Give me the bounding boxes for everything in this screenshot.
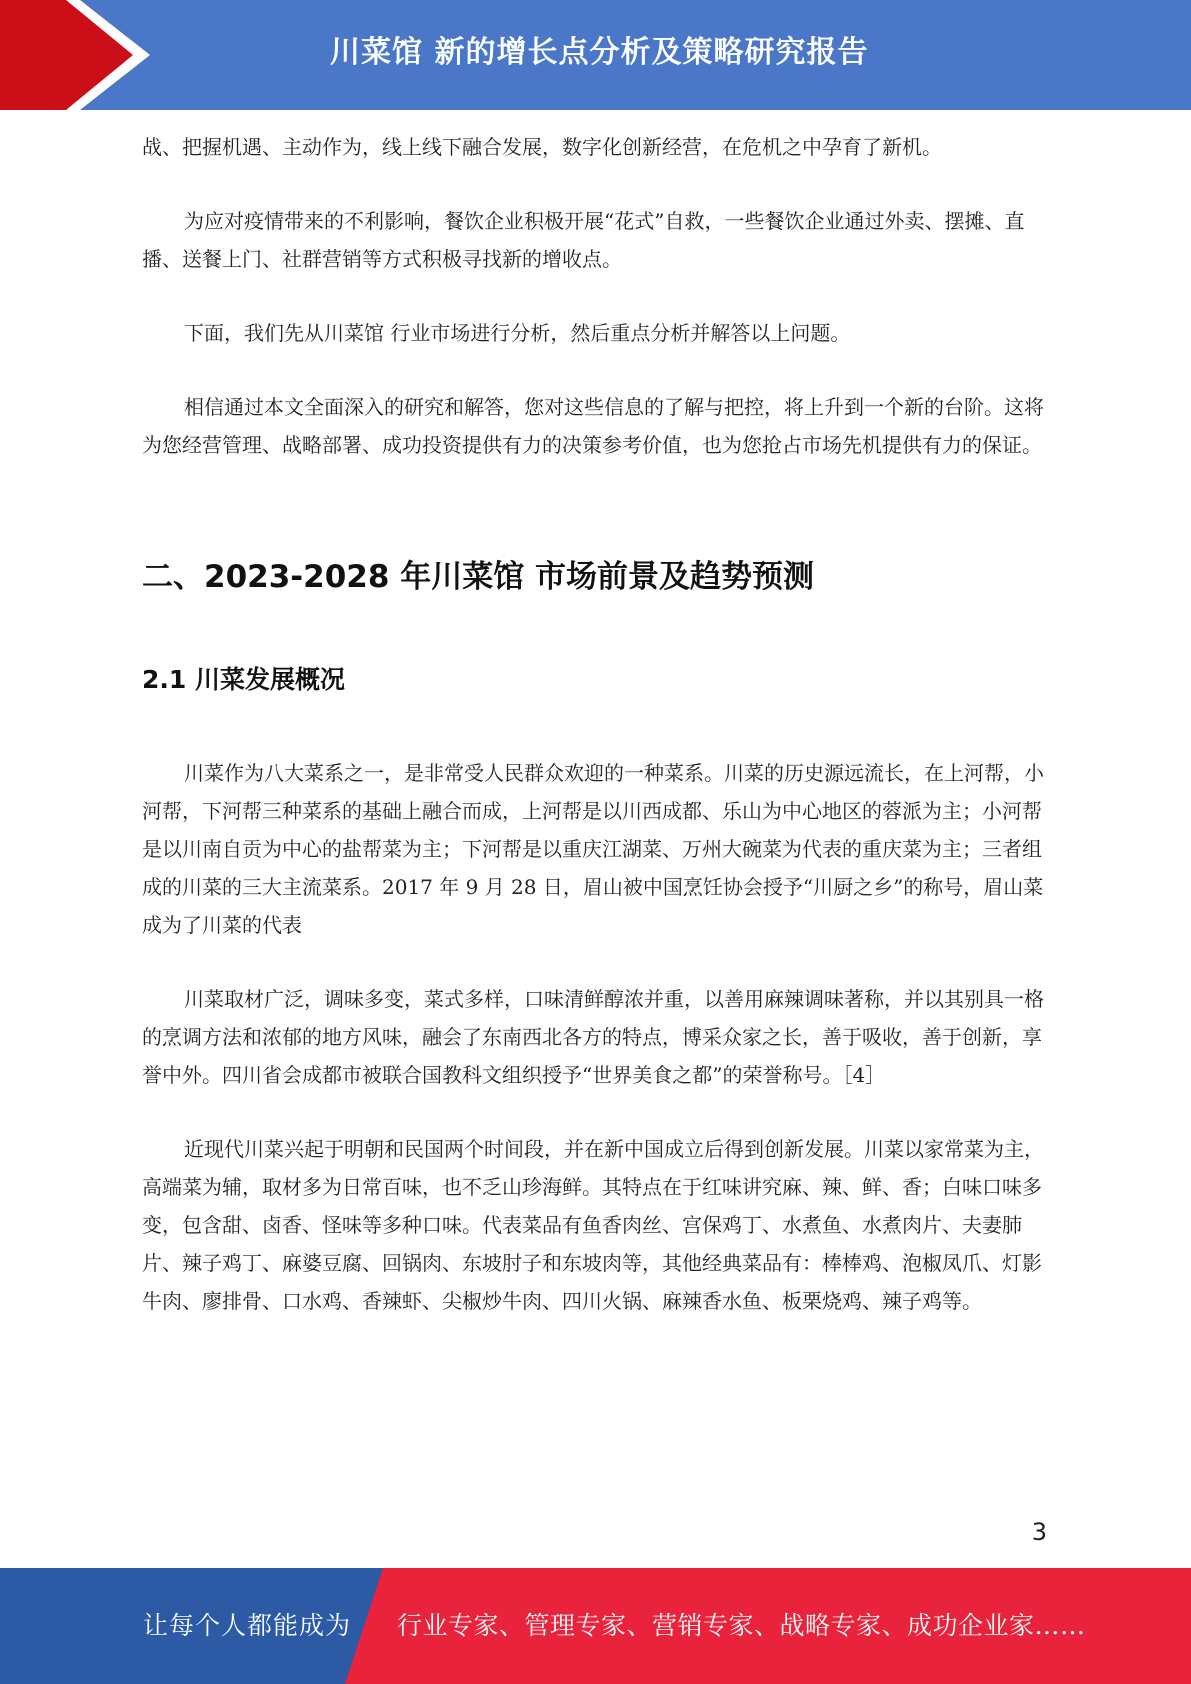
report-title: 川菜馆 新的增长点分析及策略研究报告	[330, 35, 869, 70]
paragraph: 为应对疫情带来的不利影响，餐饮企业积极开展“花式”自救，一些餐饮企业通过外卖、摆摊、直播、送餐上门、社群营销等方式积极寻找新的增收点。	[142, 209, 1025, 271]
intro-text	[142, 128, 1047, 464]
header-bar	[0, 0, 1191, 110]
paragraph: 川菜作为八大菜系之一，是非常受人民群众欢迎的一种菜系。川菜的历史源远流长，在上河帮，小河帮，下河帮三种菜系的基础上融合而成，上河帮是以川西成都、乐山为中心地区的蓉派为主；小河帮是以川南自贡为中心的盐帮菜为主；下河帮是以重庆江湖菜、万州大碗菜为代表的重庆菜为主；三者组成的川菜的三大主流菜系。2017 年 9 月 28 日，眉山被中国烹饪协会授予“川厨之乡”的称号，眉山菜成为了川菜的代表	[142, 761, 1044, 937]
paragraph: 相信通过本文全面深入的研究和解答，您对这些信息的了解与把控，将上升到一个新的台阶。这将为您经营管理、战略部署、成功投资提供有力的决策参考价值，也为您抢占市场先机提供有力的保证。	[142, 395, 1044, 457]
paragraph: 战、把握机遇、主动作为，线上线下融合发展，数字化创新经营，在危机之中孕育了新机。	[142, 135, 942, 159]
footer-slogan-right: 行业专家、管理专家、营销专家、战略专家、成功企业家……	[397, 1611, 1086, 1640]
subsection-heading: 2.1 川菜发展概况	[142, 665, 345, 694]
paragraph: 近现代川菜兴起于明朝和民国两个时间段，并在新中国成立后得到创新发展。川菜以家常菜为主，高端菜为辅，取材多为日常百味，也不乏山珍海鲜。其特点在于红味讲究麻、辣、鲜、香；白味口味多变，包含甜、卤香、怪味等多种口味。代表菜品有鱼香肉丝、宫保鸡丁、水煮鱼、水煮肉片、夫妻肺片、辣子鸡丁、麻婆豆腐、回锅肉、东坡肘子和东坡肉等，其他经典菜品有：棒棒鸡、泡椒凤爪、灯影牛肉、廖排骨、口水鸡、香辣虾、尖椒炒牛肉、四川火锅、麻辣香水鱼、板栗烧鸡、辣子鸡等。	[142, 1137, 1044, 1313]
paragraph: 下面，我们先从川菜馆 行业市场进行分析，然后重点分析并解答以上问题。	[184, 321, 851, 345]
section-heading: 二、2023-2028 年川菜馆 市场前景及趋势预测	[142, 559, 815, 595]
paragraph: 川菜取材广泛，调味多变，菜式多样，口味清鲜醇浓并重，以善用麻辣调味著称，并以其别具一格的烹调方法和浓郁的地方风味，融会了东南西北各方的特点，博采众家之长，善于吸收，善于创新，享誉中外。四川省会成都市被联合国教科文组织授予“世界美食之都”的荣誉称号。［4］	[142, 987, 1044, 1087]
page-number: 3	[1031, 1518, 1047, 1546]
footer-banner	[0, 1568, 1191, 1684]
section-body	[142, 754, 1047, 1320]
footer-slogan-left: 让每个人都能成为	[143, 1611, 352, 1640]
